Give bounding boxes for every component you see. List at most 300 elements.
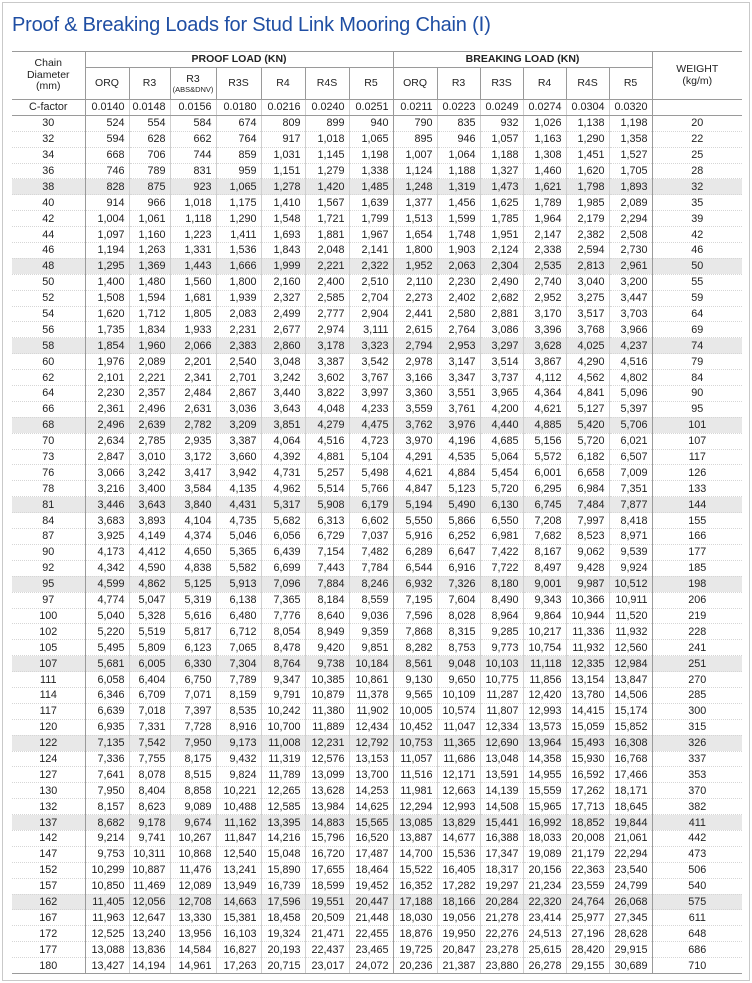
table-row xyxy=(12,433,742,449)
proof-load-cell: 8,949 xyxy=(305,624,349,640)
proof-load-cell: 940 xyxy=(349,115,393,131)
chain-diameter-line-2: Diameter xyxy=(26,68,70,81)
breaking-load-cell: 1,785 xyxy=(480,211,523,227)
weight-cell: 370 xyxy=(652,783,742,799)
breaking-load-cell: 2,402 xyxy=(437,290,480,306)
proof-load-cell: 7,784 xyxy=(349,560,393,576)
breaking-load-cell: 2,490 xyxy=(480,274,523,290)
breaking-load-cell: 2,740 xyxy=(523,274,566,290)
proof-load-cell: 13,984 xyxy=(305,799,349,815)
weight-cell: 107 xyxy=(652,433,742,449)
breaking-load-cell: 10,944 xyxy=(566,608,609,624)
proof-load-cell: 5,046 xyxy=(216,529,261,545)
proof-load-cell: 5,817 xyxy=(170,624,216,640)
proof-load-cell: 5,582 xyxy=(216,560,261,576)
weight-cell: 473 xyxy=(652,846,742,862)
proof-load-cell: 1,194 xyxy=(85,243,129,259)
breaking-load-cell: 18,030 xyxy=(393,910,437,926)
chain-diameter-cell: 124 xyxy=(12,751,85,767)
proof-load-cell: 5,682 xyxy=(261,513,305,529)
proof-load-cell: 20,509 xyxy=(305,910,349,926)
breaking-load-cell: 3,559 xyxy=(393,401,437,417)
breaking-load-cell: 11,047 xyxy=(437,719,480,735)
breaking-load-cell: 1,985 xyxy=(566,195,609,211)
proof-load-cell: 8,764 xyxy=(261,656,305,672)
breaking-load-cell: 8,971 xyxy=(609,529,652,545)
proof-load-cell: 7,071 xyxy=(170,687,216,703)
breaking-load-cell: 12,420 xyxy=(523,687,566,703)
proof-load-cell: 6,005 xyxy=(129,656,170,672)
chain-diameter-cell: 34 xyxy=(12,147,85,163)
breaking-load-cell: 9,343 xyxy=(523,592,566,608)
weight-cell: 185 xyxy=(652,560,742,576)
breaking-load-cell: 5,916 xyxy=(393,529,437,545)
proof-load-cell: 13,427 xyxy=(85,958,129,974)
chain-diameter-cell: 111 xyxy=(12,672,85,688)
proof-load-cell: 1,290 xyxy=(216,211,261,227)
proof-load-cell: 1,295 xyxy=(85,258,129,274)
breaking-load-cell: 4,802 xyxy=(609,370,652,386)
proof-load-cell: 2,231 xyxy=(216,322,261,338)
proof-load-cell: 524 xyxy=(85,115,129,131)
proof-load-cell: 5,766 xyxy=(349,481,393,497)
proof-load-cell: 3,172 xyxy=(170,449,216,465)
breaking-load-cell: 9,001 xyxy=(523,576,566,592)
proof-load-cell: 3,840 xyxy=(170,497,216,513)
proof-load-cell: 923 xyxy=(170,179,216,195)
breaking-load-cell: 18,852 xyxy=(566,815,609,831)
proof-load-cell: 13,241 xyxy=(216,862,261,878)
breaking-load-cell: 27,196 xyxy=(566,926,609,942)
breaking-load-cell: 6,745 xyxy=(523,497,566,513)
proof-load-cell: 789 xyxy=(129,163,170,179)
proof-load-cell: 4,881 xyxy=(305,449,349,465)
chain-diameter-cell: 60 xyxy=(12,354,85,370)
breaking-load-cell: 22,363 xyxy=(566,862,609,878)
breaking-load-cell: 1,308 xyxy=(523,147,566,163)
breaking-load-cell: 2,978 xyxy=(393,354,437,370)
breaking-load-cell: 4,291 xyxy=(393,449,437,465)
proof-load-cell: 9,824 xyxy=(216,767,261,783)
breaking-load-cell: 13,780 xyxy=(566,687,609,703)
proof-load-cell: 1,967 xyxy=(349,227,393,243)
proof-load-cell: 4,774 xyxy=(85,592,129,608)
proof-load-cell: 11,469 xyxy=(129,878,170,894)
breaking-load-cell: 15,174 xyxy=(609,703,652,719)
proof-load-cell: 6,056 xyxy=(261,529,305,545)
breaking-load-cell: 15,965 xyxy=(523,799,566,815)
breaking-load-cell: 4,200 xyxy=(480,401,523,417)
proof-load-cell: 1,118 xyxy=(170,211,216,227)
breaking-load-cell: 27,345 xyxy=(609,910,652,926)
proof-load-cell: 2,677 xyxy=(261,322,305,338)
breaking-load-cell: 4,196 xyxy=(437,433,480,449)
table-row xyxy=(12,211,742,227)
breaking-load-cell: 17,188 xyxy=(393,894,437,910)
chain-diameter-cell: 64 xyxy=(12,386,85,402)
proof-load-cell: 14,216 xyxy=(261,830,305,846)
breaking-load-cell: 14,415 xyxy=(566,703,609,719)
weight-cell: 648 xyxy=(652,926,742,942)
proof-load-cell: 1,198 xyxy=(349,147,393,163)
proof-load-cell: 3,683 xyxy=(85,513,129,529)
proof-load-cell: 584 xyxy=(170,115,216,131)
breaking-load-cell: 13,964 xyxy=(523,735,566,751)
proof-load-cell: 11,008 xyxy=(261,735,305,751)
breaking-load-cell: 9,130 xyxy=(393,672,437,688)
weight-cell: 686 xyxy=(652,942,742,958)
chain-diameter-cell: 132 xyxy=(12,799,85,815)
breaking-load-cell: 1,473 xyxy=(480,179,523,195)
breaking-load-cell: 7,877 xyxy=(609,497,652,513)
proof-load-cell: 3,643 xyxy=(129,497,170,513)
breaking-load-cell: 6,252 xyxy=(437,529,480,545)
weight-cell: 241 xyxy=(652,640,742,656)
proof-load-cell: 10,267 xyxy=(170,830,216,846)
proof-load-cell: 22,455 xyxy=(349,926,393,942)
cfactor-cell: 0.0320 xyxy=(609,100,652,116)
table-row xyxy=(12,624,742,640)
breaking-load-cell: 29,155 xyxy=(566,958,609,974)
proof-load-cell: 4,731 xyxy=(261,465,305,481)
proof-load-cell: 1,693 xyxy=(261,227,305,243)
breaking-load-cell: 8,180 xyxy=(480,576,523,592)
proof-load-cell: 13,153 xyxy=(349,751,393,767)
breaking-load-cell: 7,195 xyxy=(393,592,437,608)
proof-load-cell: 3,048 xyxy=(261,354,305,370)
table-row xyxy=(12,608,742,624)
weight-cell: 50 xyxy=(652,258,742,274)
breaking-load-cell: 4,237 xyxy=(609,338,652,354)
proof-load-cell: 2,935 xyxy=(170,433,216,449)
proof-load-cell: 23,465 xyxy=(349,942,393,958)
breaking-load-cell: 1,460 xyxy=(523,163,566,179)
proof-load-cell: 1,881 xyxy=(305,227,349,243)
breaking-load-cell: 11,981 xyxy=(393,783,437,799)
proof-load-cell: 1,160 xyxy=(129,227,170,243)
breaking-load-cell: 17,713 xyxy=(566,799,609,815)
breaking-load-cell: 15,493 xyxy=(566,735,609,751)
table-row xyxy=(12,942,742,958)
proof-load-cell: 14,883 xyxy=(305,815,349,831)
breaking-load-cell: 1,026 xyxy=(523,115,566,131)
breaking-load-cell: 5,720 xyxy=(480,481,523,497)
breaking-load-cell: 16,388 xyxy=(480,830,523,846)
proof-load-cell: 9,178 xyxy=(129,815,170,831)
breaking-load-cell: 7,682 xyxy=(523,529,566,545)
table-row xyxy=(12,449,742,465)
breaking-load-cell: 12,560 xyxy=(609,640,652,656)
breaking-load-cell: 19,844 xyxy=(609,815,652,831)
chain-diameter-cell: 73 xyxy=(12,449,85,465)
breaking-load-cell: 12,335 xyxy=(566,656,609,672)
breaking-load-cell: 13,573 xyxy=(523,719,566,735)
proof-load-cell: 2,327 xyxy=(261,290,305,306)
proof-load-cell: 12,585 xyxy=(261,799,305,815)
breaking-load-cell: 9,773 xyxy=(480,640,523,656)
proof-load-cell: 1,834 xyxy=(129,322,170,338)
proof-col-r4: R4 xyxy=(261,68,305,100)
breaking-load-cell: 8,490 xyxy=(480,592,523,608)
proof-load-cell: 12,056 xyxy=(129,894,170,910)
proof-load-cell: 899 xyxy=(305,115,349,131)
breaking-load-cell: 4,112 xyxy=(523,370,566,386)
proof-load-cell: 11,789 xyxy=(261,767,305,783)
proof-load-cell: 6,179 xyxy=(349,497,393,513)
proof-load-cell: 1,411 xyxy=(216,227,261,243)
cfactor-cell: 0.0140 xyxy=(85,100,129,116)
table-row xyxy=(12,592,742,608)
proof-load-cell: 15,565 xyxy=(349,815,393,831)
proof-load-cell: 3,242 xyxy=(261,370,305,386)
weight-cell: 300 xyxy=(652,703,742,719)
proof-load-cell: 1,594 xyxy=(129,290,170,306)
proof-load-cell: 4,475 xyxy=(349,417,393,433)
proof-load-cell: 1,843 xyxy=(261,243,305,259)
proof-load-cell: 1,567 xyxy=(305,195,349,211)
proof-load-cell: 13,330 xyxy=(170,910,216,926)
table-row xyxy=(12,513,742,529)
breaking-load-cell: 8,753 xyxy=(437,640,480,656)
breaking-load-cell: 1,964 xyxy=(523,211,566,227)
proof-load-cell: 13,949 xyxy=(216,878,261,894)
proof-load-cell: 594 xyxy=(85,131,129,147)
table-row xyxy=(12,687,742,703)
proof-load-cell: 12,576 xyxy=(305,751,349,767)
proof-load-cell: 1,145 xyxy=(305,147,349,163)
proof-load-cell: 2,540 xyxy=(216,354,261,370)
proof-load-cell: 3,242 xyxy=(129,465,170,481)
proof-load-cell: 2,631 xyxy=(170,401,216,417)
proof-load-cell: 3,066 xyxy=(85,465,129,481)
breaking-load-cell: 3,147 xyxy=(437,354,480,370)
chain-diameter-cell: 100 xyxy=(12,608,85,624)
breaking-load-cell: 1,903 xyxy=(437,243,480,259)
proof-load-cell: 14,194 xyxy=(129,958,170,974)
breaking-load-cell: 3,976 xyxy=(437,417,480,433)
table-row xyxy=(12,910,742,926)
proof-load-cell: 7,755 xyxy=(129,751,170,767)
breaking-load-cell: 22,294 xyxy=(609,846,652,862)
proof-load-cell: 7,365 xyxy=(261,592,305,608)
breaking-load-cell: 9,285 xyxy=(480,624,523,640)
breaking-load-cell: 1,064 xyxy=(437,147,480,163)
table-row xyxy=(12,783,742,799)
proof-load-cell: 2,499 xyxy=(261,306,305,322)
breaking-load-cell: 4,025 xyxy=(566,338,609,354)
breaking-load-cell: 19,056 xyxy=(437,910,480,926)
chain-diameter-cell: 54 xyxy=(12,306,85,322)
breaking-load-cell: 20,847 xyxy=(437,942,480,958)
weight-cell: 411 xyxy=(652,815,742,831)
breaking-load-cell: 2,179 xyxy=(566,211,609,227)
breaking-load-cell: 2,682 xyxy=(480,290,523,306)
breaking-load-cell: 21,234 xyxy=(523,878,566,894)
breaking-load-cell: 7,422 xyxy=(480,544,523,560)
proof-load-cell: 3,767 xyxy=(349,370,393,386)
breaking-load-cell: 20,236 xyxy=(393,958,437,974)
proof-load-cell: 4,149 xyxy=(129,529,170,545)
proof-load-cell: 2,904 xyxy=(349,306,393,322)
breaking-load-cell: 11,365 xyxy=(437,735,480,751)
breaking-load-cell: 1,952 xyxy=(393,258,437,274)
proof-load-cell: 17,263 xyxy=(216,958,261,974)
breaking-load-cell: 11,287 xyxy=(480,687,523,703)
breaking-load-cell: 1,748 xyxy=(437,227,480,243)
proof-load-cell: 21,448 xyxy=(349,910,393,926)
proof-load-cell: 1,278 xyxy=(261,179,305,195)
weight-cell: 59 xyxy=(652,290,742,306)
breaking-load-cell: 3,514 xyxy=(480,354,523,370)
cfactor-cell: 0.0249 xyxy=(480,100,523,116)
breaking-load-cell: 2,953 xyxy=(437,338,480,354)
proof-load-cell: 12,708 xyxy=(170,894,216,910)
proof-load-cell: 1,065 xyxy=(349,131,393,147)
breaking-load-cell: 3,628 xyxy=(523,338,566,354)
proof-load-cell: 9,674 xyxy=(170,815,216,831)
breaking-load-cell: 7,997 xyxy=(566,513,609,529)
proof-load-cell: 9,741 xyxy=(129,830,170,846)
proof-load-cell: 1,560 xyxy=(170,274,216,290)
proof-load-cell: 9,420 xyxy=(305,640,349,656)
breaking-load-cell: 6,021 xyxy=(609,433,652,449)
breaking-load-cell: 5,706 xyxy=(609,417,652,433)
chain-diameter-cell: 46 xyxy=(12,243,85,259)
breaking-load-cell: 7,208 xyxy=(523,513,566,529)
proof-load-cell: 15,890 xyxy=(261,862,305,878)
proof-load-cell: 1,799 xyxy=(349,211,393,227)
breaking-load-header: BREAKING LOAD (KN) xyxy=(393,52,652,68)
proof-load-cell: 2,777 xyxy=(305,306,349,322)
proof-load-cell: 7,728 xyxy=(170,719,216,735)
table-row xyxy=(12,576,742,592)
table-row xyxy=(12,767,742,783)
proof-col-r4s: R4S xyxy=(305,68,349,100)
breaking-load-cell: 26,278 xyxy=(523,958,566,974)
proof-load-cell: 662 xyxy=(170,131,216,147)
weight-cell: 39 xyxy=(652,211,742,227)
breaking-load-cell: 3,867 xyxy=(523,354,566,370)
breaking-load-cell: 12,334 xyxy=(480,719,523,735)
weight-cell: 326 xyxy=(652,735,742,751)
proof-load-cell: 2,782 xyxy=(170,417,216,433)
chain-diameter-cell: 162 xyxy=(12,894,85,910)
breaking-load-cell: 2,615 xyxy=(393,322,437,338)
weight-cell: 611 xyxy=(652,910,742,926)
proof-load-cell: 9,359 xyxy=(349,624,393,640)
breaking-load-cell: 2,273 xyxy=(393,290,437,306)
breaking-load-cell: 3,970 xyxy=(393,433,437,449)
chain-diameter-cell: 105 xyxy=(12,640,85,656)
breaking-load-cell: 15,559 xyxy=(523,783,566,799)
table-row xyxy=(12,560,742,576)
proof-load-cell: 10,242 xyxy=(261,703,305,719)
weight-cell: 42 xyxy=(652,227,742,243)
weight-cell: 95 xyxy=(652,401,742,417)
proof-load-cell: 3,851 xyxy=(261,417,305,433)
chain-diameter-cell: 66 xyxy=(12,401,85,417)
proof-load-cell: 2,221 xyxy=(305,258,349,274)
proof-load-cell: 8,858 xyxy=(170,783,216,799)
breaking-load-cell: 10,005 xyxy=(393,703,437,719)
proof-col-r3-abs-dnv-label: R3 xyxy=(186,72,200,85)
table-row xyxy=(12,131,742,147)
breaking-load-cell: 4,885 xyxy=(523,417,566,433)
proof-load-cell: 1,097 xyxy=(85,227,129,243)
proof-load-cell: 6,729 xyxy=(305,529,349,545)
proof-load-cell: 3,446 xyxy=(85,497,129,513)
cfactor-cell: 0.0180 xyxy=(216,100,261,116)
cfactor-cell: 0.0216 xyxy=(261,100,305,116)
proof-load-cell: 21,471 xyxy=(305,926,349,942)
breaking-load-cell: 16,768 xyxy=(609,751,652,767)
weight-cell: 177 xyxy=(652,544,742,560)
breaking-load-cell: 29,915 xyxy=(609,942,652,958)
proof-load-cell: 13,836 xyxy=(129,942,170,958)
breaking-load-cell: 1,451 xyxy=(566,147,609,163)
proof-load-cell: 1,061 xyxy=(129,211,170,227)
proof-load-cell: 9,214 xyxy=(85,830,129,846)
breaking-load-cell: 17,262 xyxy=(566,783,609,799)
breaking-load-cell: 9,062 xyxy=(566,544,609,560)
proof-load-cell: 17,655 xyxy=(305,862,349,878)
breaking-load-cell: 7,326 xyxy=(437,576,480,592)
proof-load-cell: 831 xyxy=(170,163,216,179)
weight-cell: 575 xyxy=(652,894,742,910)
proof-load-cell: 1,338 xyxy=(349,163,393,179)
breaking-load-cell: 1,798 xyxy=(566,179,609,195)
breaking-load-cell: 23,278 xyxy=(480,942,523,958)
proof-load-cell: 4,342 xyxy=(85,560,129,576)
proof-load-cell: 9,851 xyxy=(349,640,393,656)
proof-load-cell: 1,999 xyxy=(261,258,305,274)
proof-load-cell: 6,709 xyxy=(129,687,170,703)
breaking-load-cell: 10,911 xyxy=(609,592,652,608)
proof-load-cell: 3,660 xyxy=(216,449,261,465)
weight-cell: 35 xyxy=(652,195,742,211)
weight-line-1: WEIGHT xyxy=(676,62,719,75)
breaking-load-cell: 5,156 xyxy=(523,433,566,449)
cfactor-cell: 0.0304 xyxy=(566,100,609,116)
proof-load-cell: 2,634 xyxy=(85,433,129,449)
proof-load-cell: 14,663 xyxy=(216,894,261,910)
breaking-load-cell: 26,068 xyxy=(609,894,652,910)
proof-load-cell: 2,383 xyxy=(216,338,261,354)
breaking-load-cell: 1,377 xyxy=(393,195,437,211)
proof-load-cell: 8,535 xyxy=(216,703,261,719)
proof-load-cell: 4,104 xyxy=(170,513,216,529)
weight-cell: 166 xyxy=(652,529,742,545)
breaking-load-cell: 3,517 xyxy=(566,306,609,322)
proof-load-cell: 2,357 xyxy=(129,386,170,402)
proof-load-cell: 7,037 xyxy=(349,529,393,545)
proof-load-cell: 17,596 xyxy=(261,894,305,910)
proof-load-cell: 4,374 xyxy=(170,529,216,545)
chain-diameter-cell: 32 xyxy=(12,131,85,147)
proof-load-cell: 9,089 xyxy=(170,799,216,815)
table-row xyxy=(12,656,742,672)
proof-load-cell: 2,361 xyxy=(85,401,129,417)
proof-load-cell: 8,159 xyxy=(216,687,261,703)
proof-load-cell: 7,482 xyxy=(349,544,393,560)
proof-load-cell: 12,265 xyxy=(261,783,305,799)
proof-load-cell: 8,515 xyxy=(170,767,216,783)
proof-load-cell: 9,738 xyxy=(305,656,349,672)
proof-load-cell: 2,785 xyxy=(129,433,170,449)
proof-load-cell: 5,104 xyxy=(349,449,393,465)
chain-diameter-header xyxy=(12,52,85,100)
breaking-load-cell: 3,551 xyxy=(437,386,480,402)
